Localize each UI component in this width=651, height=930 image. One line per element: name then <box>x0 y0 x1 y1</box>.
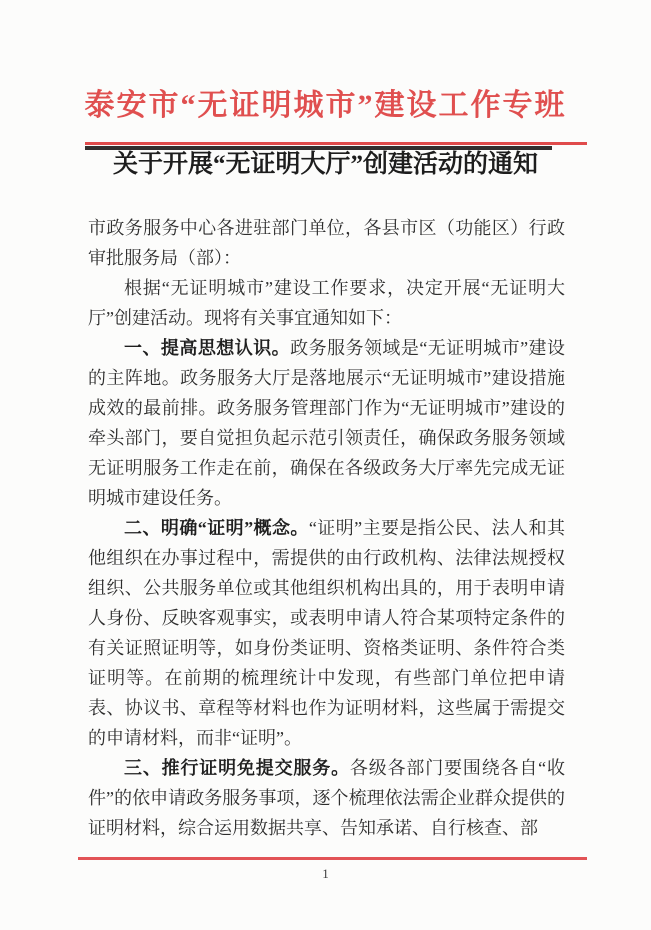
section-2-heading: 二、明确“证明”概念。 <box>124 518 309 538</box>
salutation-text: 市政务服务中心各进驻部门单位，各县市区（功能区）行政审批服务局（部）： <box>88 218 565 268</box>
document-title: 关于开展“无证明大厅”创建活动的通知 <box>112 151 538 178</box>
document-body <box>88 213 565 843</box>
page-number: 1 <box>322 866 329 881</box>
section-3-heading: 三、推行证明免提交服务。 <box>124 758 350 778</box>
section-1-text: 政务服务领域是“无证明城市”建设的主阵地。政务服务大厅是落地展示“无证明城市”建设措施成效的最前排。政务服务管理部门作为“无证明城市”建设的牵头部门，要自觉担负起示范引领责任，确保政务服务领域无证明服务工作走在前，确保在各级政务大厅率先完成无证明城市建设任务。 <box>88 338 566 508</box>
paragraph-salutation <box>88 213 565 273</box>
paragraph-section-2 <box>88 513 565 753</box>
intro-text: 根据“无证明城市”建设工作要求，决定开展“无证明大厅”创建活动。现将有关事宜通知如下： <box>88 278 565 328</box>
section-2-text: “证明”主要是指公民、法人和其他组织在办事过程中，需提供的由行政机构、法律法规授权组织、公共服务单位或其他组织机构出具的，用于表明申请人身份、反映客观事实，或表明申请人符合某项特定条件的有关证照证明等，如身份类证明、资格类证明、条件符合类证明等。在前期的梳理统计中发现，有些部门单位把申请表、协议书、章程等材料也作为证明材料，这些属于需提交的申请材料，而非“证明”。 <box>88 518 566 748</box>
paragraph-section-1 <box>88 333 565 513</box>
section-1-heading: 一、提高思想认识。 <box>124 338 291 358</box>
letterhead-title: 泰安市“无证明城市”建设工作专班 <box>84 89 567 122</box>
section-3-text: 各级各部门要围绕各自“收件”的依申请政务服务事项，逐个梳理依法需企业群众提供的证明材料，综合运用数据共享、告知承诺、自行核查、部 <box>88 758 565 838</box>
footer-divider-line <box>78 857 587 860</box>
paragraph-section-3 <box>88 753 565 843</box>
letterhead-divider-red-line <box>85 142 587 145</box>
paragraph-intro <box>88 273 565 333</box>
